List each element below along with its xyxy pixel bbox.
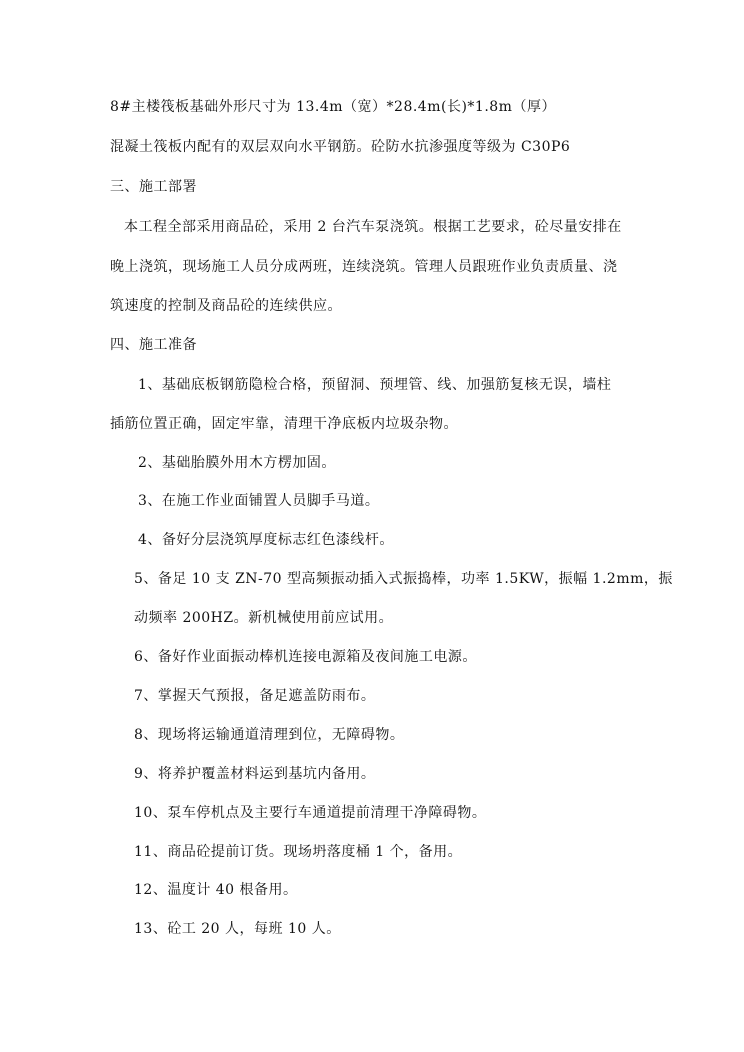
prep-item-5-line-1: 5、备足 10 支 ZN-70 型高频振动插入式振捣棒，功率 1.5KW，振幅 1.2mm，振 (134, 571, 673, 587)
section-3-paragraph-line-2: 晚上浇筑，现场施工人员分成两班，连续浇筑。管理人员跟班作业负责质量、浇 (110, 259, 618, 275)
prep-item-4: 4、备好分层浇筑厚度标志红色漆线杆。 (138, 532, 394, 548)
prep-item-12: 12、温度计 40 根备用。 (134, 882, 298, 898)
prep-item-8: 8、现场将运输通道清理到位，无障碍物。 (134, 727, 405, 743)
prep-item-13: 13、砼工 20 人，每班 10 人。 (134, 921, 341, 937)
section-4-heading: 四、施工准备 (110, 337, 197, 353)
section-3-heading: 三、施工部署 (110, 179, 197, 195)
prep-item-3: 3、在施工作业面铺置人员脚手马道。 (138, 493, 380, 509)
prep-item-6: 6、备好作业面振动棒机连接电源箱及夜间施工电源。 (134, 649, 477, 665)
prep-item-10: 10、泵车停机点及主要行车通道提前清理干净障碍物。 (134, 805, 487, 821)
prep-item-9: 9、将养护覆盖材料运到基坑内备用。 (134, 766, 376, 782)
prep-item-7: 7、掌握天气预报，备足遮盖防雨布。 (134, 688, 376, 704)
intro-line-2: 混凝土筏板内配有的双层双向水平钢筋。砼防水抗渗强度等级为 C30P6 (110, 139, 571, 155)
section-3-paragraph-line-1: 本工程全部采用商品砼，采用 2 台汽车泵浇筑。根据工艺要求，砼尽量安排在 (124, 219, 622, 235)
intro-line-1: 8#主楼筏板基础外形尺寸为 13.4m（宽）*28.4m(长)*1.8m（厚） (110, 99, 556, 115)
section-3-paragraph-line-3: 筑速度的控制及商品砼的连续供应。 (110, 298, 342, 314)
prep-item-1-line-2: 插筋位置正确，固定牢靠，清理干净底板内垃圾杂物。 (110, 416, 458, 432)
prep-item-2: 2、基础胎膜外用木方楞加固。 (138, 455, 336, 471)
prep-item-1-line-1: 1、基础底板钢筋隐检合格，预留洞、预埋管、线、加强筋复核无误，墙柱 (138, 377, 612, 393)
prep-item-5-line-2: 动频率 200HZ。新机械使用前应试用。 (134, 610, 394, 626)
prep-item-11: 11、商品砼提前订货。现场坍落度桶 1 个，备用。 (134, 844, 463, 860)
